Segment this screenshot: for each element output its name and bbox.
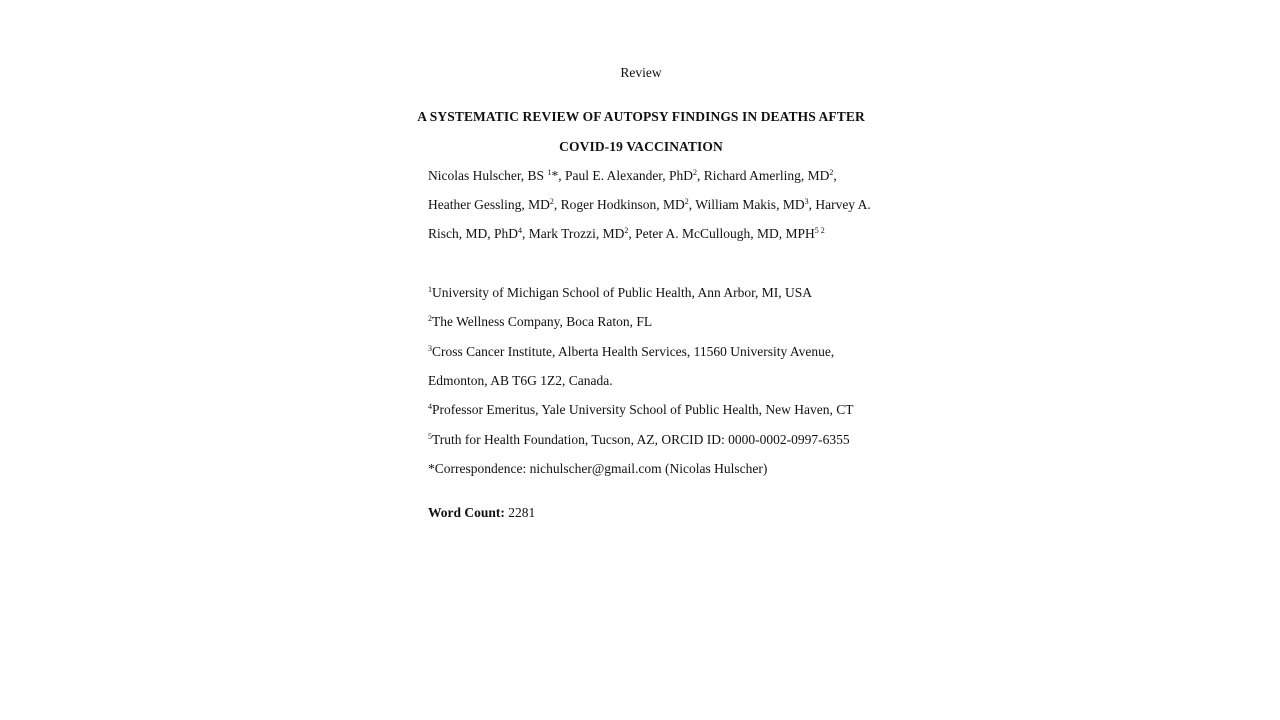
affiliation-text: Professor Emeritus, Yale University School of Public Health, New Haven, CT xyxy=(432,402,854,417)
affiliation-text: The Wellness Company, Boca Raton, FL xyxy=(432,314,653,329)
author-name: , Richard Amerling, MD xyxy=(697,168,830,183)
author-line-1 xyxy=(428,168,837,184)
author-affiliation-sup: 5 2 xyxy=(814,226,825,235)
affiliation-text: Truth for Health Foundation, Tucson, AZ, ORCID ID: 0000-0002-0997-6355 xyxy=(432,432,850,447)
author-affiliation-sup: 1 xyxy=(547,168,552,177)
author-affiliation-sup: 2 xyxy=(684,197,689,206)
correspondence-text: *Correspondence: nichulscher@gmail.com (Nicolas Hulscher) xyxy=(428,461,768,476)
affiliation-text: Edmonton, AB T6G 1Z2, Canada. xyxy=(428,373,613,388)
correspondence-line xyxy=(428,461,767,477)
affiliation-number: 3 xyxy=(428,344,432,353)
affiliation-number: 1 xyxy=(428,285,432,294)
affiliation-item xyxy=(428,314,652,330)
affiliation-number: 2 xyxy=(428,314,432,323)
affiliation-item xyxy=(428,344,834,360)
author-name: Nicolas Hulscher, BS xyxy=(428,168,545,183)
author-name: , Mark Trozzi, MD xyxy=(522,226,625,241)
affiliation-text: University of Michigan School of Public Health, Ann Arbor, MI, USA xyxy=(432,285,813,300)
affiliation-item-continued xyxy=(428,373,613,389)
affiliation-item xyxy=(428,402,853,418)
author-affiliation-sup: 3 xyxy=(804,197,809,206)
author-affiliation-sup: 4 xyxy=(518,226,523,235)
author-affiliation-sup: 2 xyxy=(693,168,698,177)
author-name: Heather Gessling, MD xyxy=(428,197,550,212)
author-name: , Peter A. McCullough, MD, MPH xyxy=(628,226,815,241)
author-affiliation-sup: 2 xyxy=(624,226,629,235)
affiliation-number: 4 xyxy=(428,402,432,411)
word-count-value: 2281 xyxy=(508,505,536,520)
correspondence-mark: * xyxy=(551,168,559,183)
affiliation-number: 5 xyxy=(428,432,432,441)
author-affiliation-sup: 2 xyxy=(829,168,834,177)
author-name: , Harvey A. xyxy=(808,197,871,212)
author-name: , William Makis, MD xyxy=(688,197,805,212)
separator: , xyxy=(833,168,837,183)
author-affiliation-sup: 2 xyxy=(549,197,554,206)
affiliation-item xyxy=(428,285,812,301)
author-name: , Paul E. Alexander, PhD xyxy=(558,168,694,183)
word-count-label: Word Count: xyxy=(428,505,505,520)
affiliation-text: Cross Cancer Institute, Alberta Health Services, 11560 University Avenue, xyxy=(432,344,835,359)
article-type-label: Review xyxy=(620,65,662,80)
word-count-line xyxy=(428,505,535,521)
author-line-2 xyxy=(428,197,871,213)
author-name: , Roger Hodkinson, MD xyxy=(553,197,685,212)
author-line-3 xyxy=(428,226,825,242)
author-name: Risch, MD, PhD xyxy=(428,226,519,241)
title-line-2: COVID-19 VACCINATION xyxy=(559,139,723,154)
title-line-1: A SYSTEMATIC REVIEW OF AUTOPSY FINDINGS IN DEATHS AFTER xyxy=(417,109,865,124)
affiliation-item xyxy=(428,432,850,448)
